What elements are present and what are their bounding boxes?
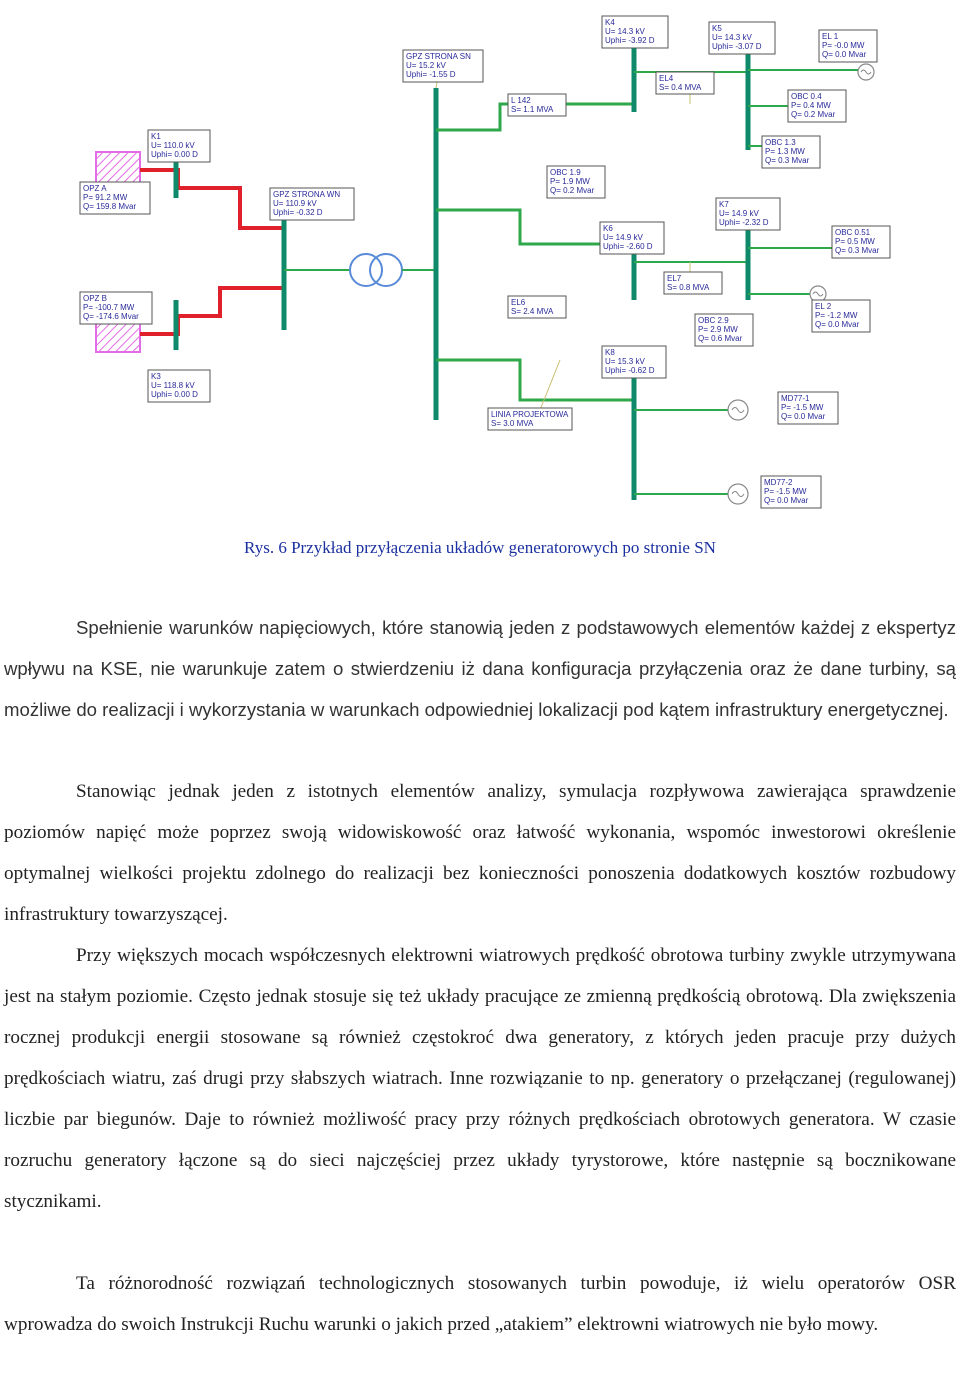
label-line: P= -0.0 MW (822, 41, 865, 50)
label-line: K3 (151, 372, 161, 381)
label-line: Q= 159.8 Mvar (83, 202, 137, 211)
label-line: EL6 (511, 298, 526, 307)
label-line: OBC 1.3 (765, 138, 796, 147)
label-line: MD77-1 (781, 394, 810, 403)
label-line: U= 118.8 kV (151, 381, 195, 390)
label-line: EL4 (659, 74, 674, 83)
label-line: Q= 0.3 Mvar (765, 156, 810, 165)
label-gpz-sn (403, 50, 483, 82)
label-k7 (716, 198, 780, 230)
label-line: Uphi= 0.00 D (151, 150, 198, 159)
generator-md771-icon (728, 400, 748, 420)
label-obc04 (788, 90, 846, 122)
label-line: Q= 0.0 Mvar (815, 320, 860, 329)
label-line: Q= 0.2 Mvar (791, 110, 836, 119)
label-md771 (778, 392, 838, 424)
label-line: U= 14.9 kV (603, 233, 643, 242)
grid-source-a (96, 152, 140, 186)
label-line: OBC 0.51 (835, 228, 871, 237)
label-line: Uphi= -2.32 D (719, 218, 769, 227)
label-line: P= -1.2 MW (815, 311, 858, 320)
label-line: S= 1.1 MVA (511, 105, 554, 114)
label-opz-a (80, 182, 150, 214)
feeder-k4-k5 (634, 60, 748, 72)
figure-caption: Rys. 6 Przykład przyłączenia układów generatorowych po stronie SN (244, 538, 716, 557)
label-line: U= 110.9 kV (273, 199, 317, 208)
label-k8 (602, 346, 666, 378)
label-line: Q= 0.2 Mvar (550, 186, 595, 195)
label-line: P= 0.4 MW (791, 101, 831, 110)
label-line: Uphi= 0.00 D (151, 390, 198, 399)
hv-line-lower (140, 288, 282, 334)
label-el6 (508, 296, 566, 318)
label-k6 (600, 222, 664, 254)
label-linia (488, 408, 572, 430)
label-md772 (761, 476, 821, 508)
label-line: OPZ A (83, 184, 107, 193)
label-k1 (148, 130, 210, 162)
label-l142 (508, 94, 566, 116)
label-line: U= 14.3 kV (605, 27, 645, 36)
label-line: Q= 0.0 Mvar (822, 50, 867, 59)
label-line: Uphi= -0.32 D (273, 208, 323, 217)
label-line: K4 (605, 18, 615, 27)
label-line: S= 2.4 MVA (511, 307, 554, 316)
label-line: K7 (719, 200, 729, 209)
label-line: GPZ STRONA SN (406, 52, 471, 61)
label-line: Q= 0.0 Mvar (781, 412, 826, 421)
label-line: LINIA PROJEKTOWA (491, 410, 569, 419)
label-line: P= -1.5 MW (764, 487, 807, 496)
label-line: U= 14.9 kV (719, 209, 759, 218)
generator-el1-icon (858, 64, 874, 80)
label-line: K1 (151, 132, 161, 141)
label-line: U= 14.3 kV (712, 33, 752, 42)
label-opz-b (80, 292, 152, 324)
label-line: P= 2.9 MW (698, 325, 738, 334)
label-line: U= 15.2 kV (406, 61, 446, 70)
label-el1 (819, 30, 877, 62)
label-line: P= 1.9 MW (550, 177, 590, 186)
label-line: Uphi= -3.92 D (605, 36, 655, 45)
label-obc19 (547, 166, 605, 198)
label-line: OBC 1.9 (550, 168, 581, 177)
label-line: Uphi= -1.55 D (406, 70, 456, 79)
label-line: Uphi= -0.62 D (605, 366, 655, 375)
generator-md772-icon (728, 484, 748, 504)
label-line: OBC 2.9 (698, 316, 729, 325)
label-el4 (656, 72, 714, 94)
paragraph-1: Spełnienie warunków napięciowych, które stanowią jeden z podstawowych elementów każdej z ekspertyz wpływu na KSE, nie warunkuje zatem o stwierdzeniu iż dana konfiguracja przyłączenia oraz że dane turbiny, są możliwe do realizacji i wykorzystania w warunkach odpowiedniej lokalizacji pod kątem infrastruktury energetycznej. (4, 617, 956, 720)
label-line: S= 3.0 MVA (491, 419, 534, 428)
label-line: S= 0.4 MVA (659, 83, 702, 92)
label-line: Q= 0.6 Mvar (698, 334, 743, 343)
label-line: OPZ B (83, 294, 108, 303)
paragraph-2: Stanowiąc jednak jeden z istotnych elementów analizy, symulacja rozpływowa zawierająca sprawdzenie poziomów napięć może poprzez swoją widowiskowość oraz łatwość wykonania, wspomóc inwestorowi określenie optymalnej wielkości projektu zdolnego do realizacji bez konieczności ponoszenia dodatkowych kosztów rozbudowy infrastruktury towarzyszącej. (4, 781, 956, 925)
label-el2 (812, 300, 870, 332)
label-k3 (148, 370, 210, 402)
label-line: K5 (712, 24, 722, 33)
label-el7 (664, 272, 722, 294)
label-line: K6 (603, 224, 613, 233)
label-k4 (602, 16, 668, 48)
label-line: EL 1 (822, 32, 839, 41)
label-line: P= 1.3 MW (765, 147, 805, 156)
label-line: OBC 0.4 (791, 92, 822, 101)
label-obc13 (762, 136, 820, 168)
label-line: P= -1.5 MW (781, 403, 824, 412)
label-obc29 (695, 314, 753, 346)
leader-linia (540, 360, 560, 410)
label-k5 (709, 22, 775, 54)
label-line: EL7 (667, 274, 682, 283)
hv-line-upper (140, 170, 282, 228)
label-line: EL 2 (815, 302, 832, 311)
label-obc051 (832, 226, 890, 258)
label-line: P= 0.5 MW (835, 237, 875, 246)
paragraph-4: Ta różnorodność rozwiązań technologicznych stosowanych turbin powoduje, iż wielu operatorów OSR wprowadza do swoich Instrukcji Ruchu warunki o jakich przed „atakiem” elektrowni wiatrowych nie było mowy. (4, 1273, 956, 1335)
label-line: U= 110.0 kV (151, 141, 195, 150)
label-line: U= 15.3 kV (605, 357, 645, 366)
label-line: Q= 0.0 Mvar (764, 496, 809, 505)
transformer-icon (284, 254, 436, 286)
label-line: MD77-2 (764, 478, 793, 487)
label-line: GPZ STRONA WN (273, 190, 341, 199)
power-flow-diagram (0, 0, 960, 530)
label-line: Uphi= -3.07 D (712, 42, 762, 51)
paragraph-3: Przy większych mocach współczesnych elektrowni wiatrowych prędkość obrotowa turbiny zwykle utrzymywana jest na stałym poziomie. Często jednak stosuje się też układy pracujące ze zmienną prędkością obrotową. Dla zwiększenia rocznej produkcji energii stosowane są również częstokroć dwa generatory, z których jeden pracuje przy dużych prędkościach wiatru, zaś drugi przy słabszych wiatrach. Inne rozwiązanie to np. generatory o przełączanej (regulowanej) liczbie par biegunów. Daje to również możliwość pracy przy różnych prędkościach obrotowych generatora. W czasie rozruchu generatory łączone są do sieci najczęściej przez układy tyrystorowe, które następnie są bocznikowane stycznikami. (4, 945, 956, 1212)
label-line: P= -100.7 MW (83, 303, 135, 312)
label-line: Q= -174.6 Mvar (83, 312, 139, 321)
label-line: P= 91.2 MW (83, 193, 128, 202)
label-gpz-wn (270, 188, 354, 220)
label-line: Q= 0.3 Mvar (835, 246, 880, 255)
label-line: K8 (605, 348, 615, 357)
label-line: S= 0.8 MVA (667, 283, 710, 292)
label-line: Uphi= -2.60 D (603, 242, 653, 251)
label-line: L 142 (511, 96, 531, 105)
